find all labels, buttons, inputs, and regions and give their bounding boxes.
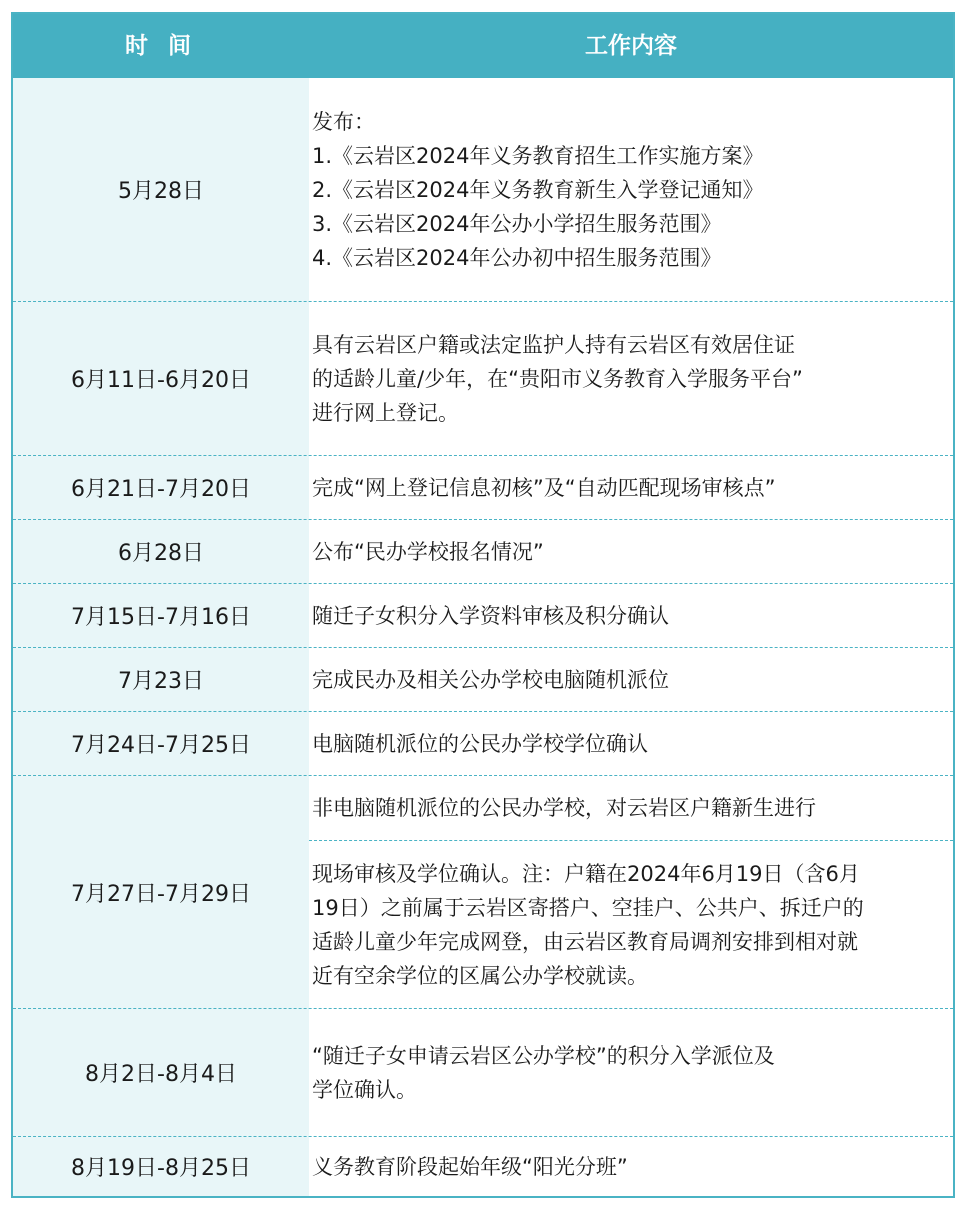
content-line: 1.《云岩区2024年义务教育招生工作实施方案》 (312, 143, 764, 168)
content-line: 发布： (312, 109, 375, 134)
row-date: 8月19日-8月25日 (71, 1156, 251, 1181)
content-line: 具有云岩区户籍或法定监护人持有云岩区有效居住证 (312, 332, 795, 357)
content-line: “随迁子女申请云岩区公办学校”的积分入学派位及 (312, 1043, 775, 1068)
content-line: 2.《云岩区2024年义务教育新生入学登记通知》 (312, 177, 764, 202)
row-content-lower (312, 841, 947, 1009)
content-line: 19日）之前属于云岩区寄搭户、空挂户、公共户、拆迁户的 (312, 896, 864, 920)
content-line: 完成民办及相关公办学校电脑随机派位 (312, 667, 669, 692)
content-line: 适龄儿童少年完成网登，由云岩区教育局调剂安排到相对就 (312, 930, 858, 954)
content-line: 现场审核及学位确认。注：户籍在2024年6月19日（含6月 (312, 862, 860, 886)
table-row (13, 712, 953, 776)
row-date: 7月23日 (118, 669, 204, 694)
content-line: 随迁子女积分入学资料审核及积分确认 (312, 603, 669, 628)
table-row (13, 520, 953, 584)
row-content (312, 520, 947, 583)
table-row (13, 1137, 953, 1196)
row-content (312, 712, 947, 775)
row-date: 7月15日-7月16日 (71, 605, 251, 630)
row-date: 7月27日-7月29日 (71, 881, 251, 907)
row-date: 5月28日 (118, 179, 204, 204)
content-line: 公布“民办学校报名情况” (312, 539, 544, 564)
table-row (13, 456, 953, 520)
content-line: 进行网上登记。 (312, 400, 459, 425)
content-line: 完成“网上登记信息初核”及“自动匹配现场审核点” (312, 475, 776, 500)
content-line: 4.《云岩区2024年公办初中招生服务范围》 (312, 245, 722, 270)
table-header (13, 14, 953, 78)
row-date: 6月11日-6月20日 (71, 368, 251, 393)
row-content (312, 1009, 947, 1136)
schedule-table (11, 12, 955, 1198)
content-line: 的适龄儿童/少年，在“贵阳市义务教育入学服务平台” (312, 366, 803, 391)
row-date: 8月2日-8月4日 (85, 1062, 237, 1087)
content-line: 非电脑随机派位的公民办学校，对云岩区户籍新生进行 (312, 796, 816, 820)
content-line: 电脑随机派位的公民办学校学位确认 (312, 731, 648, 756)
table-row (13, 302, 953, 456)
row-content-upper (312, 776, 947, 840)
table-row (13, 78, 953, 302)
row-content (312, 1137, 947, 1196)
header-time: 时 间 (124, 33, 197, 59)
row-date: 6月28日 (118, 541, 204, 566)
row-content (312, 78, 947, 301)
table-row (13, 648, 953, 712)
row-date: 7月24日-7月25日 (71, 733, 251, 758)
row-date: 6月21日-7月20日 (71, 477, 251, 502)
table-row (13, 776, 953, 1009)
row-content (312, 456, 947, 519)
row-content (312, 648, 947, 711)
table-row (13, 584, 953, 648)
content-line: 学位确认。 (312, 1077, 417, 1102)
row-content (312, 302, 947, 455)
content-line: 义务教育阶段起始年级“阳光分班” (312, 1154, 628, 1179)
table-row (13, 1009, 953, 1137)
row-content (312, 584, 947, 647)
content-line: 3.《云岩区2024年公办小学招生服务范围》 (312, 211, 722, 236)
content-line: 近有空余学位的区属公办学校就读。 (312, 964, 648, 988)
header-work-content: 工作内容 (585, 33, 677, 59)
